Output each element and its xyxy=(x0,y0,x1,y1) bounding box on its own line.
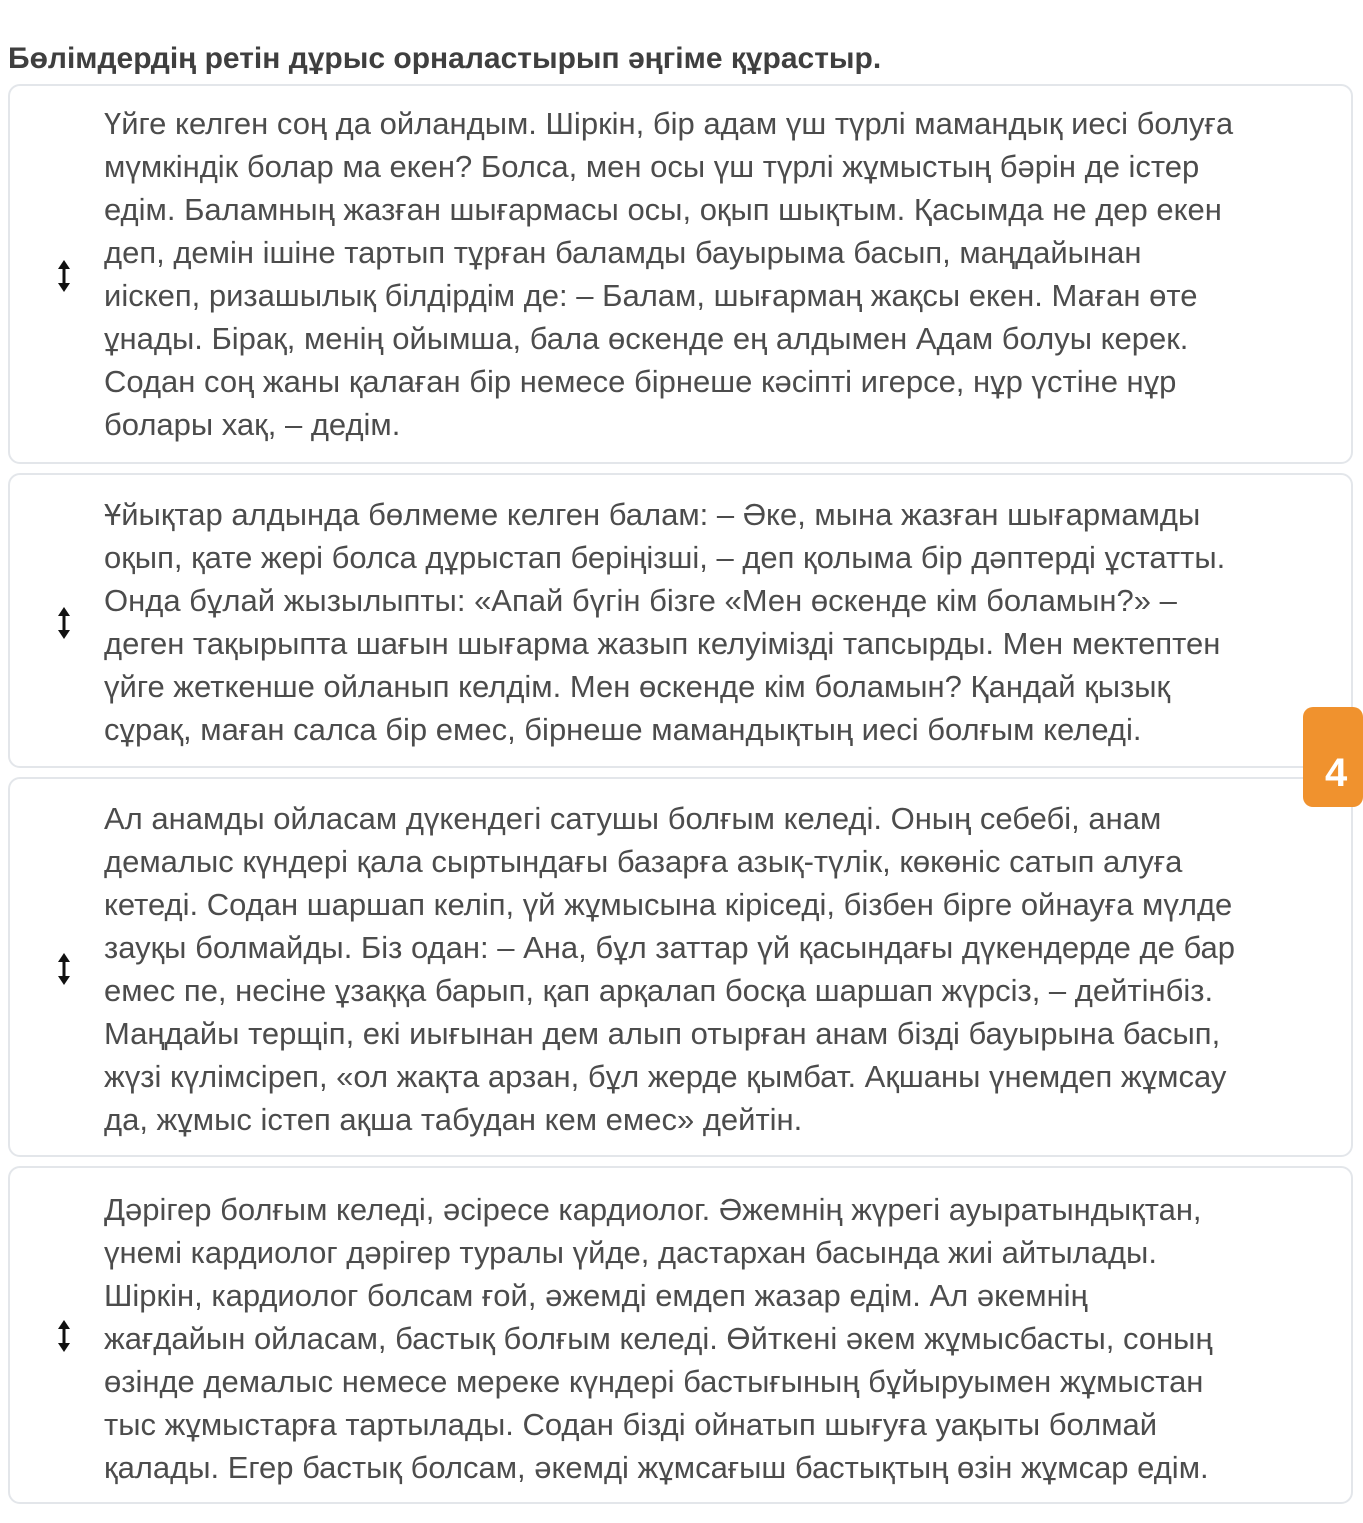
text-line: қалады. Егер бастық болсам, әкемді жұмсағыш бастықтың өзін жұмсар едім. xyxy=(104,1450,1209,1485)
sortable-item-text xyxy=(104,1188,1344,1489)
text-line: Маңдайы терщіп, екі иығынан дем алып отырған анам бізді бауырына басып, xyxy=(104,1016,1221,1051)
text-line: үйге жеткенше ойланып келдім. Мен өскенде кім боламын? Қандай қызық xyxy=(104,669,1171,704)
text-line: демалыс күндері қала сыртындағы базарға азық-түлік, көкөніс сатып алуға xyxy=(104,844,1183,879)
text-line: өзінде демалыс немесе мереке күндері бастығының бұйыруымен жұмыстан xyxy=(104,1364,1204,1399)
text-line: Шіркін, кардиолог болсам ғой, әжемді емдеп жазар едім. Ал әкемнің xyxy=(104,1278,1088,1313)
text-line: мүмкіндік болар ма екен? Болса, мен осы үш түрлі жұмыстың бәрін де істер xyxy=(104,149,1200,184)
sortable-item-text xyxy=(104,102,1344,446)
vertical-arrows-icon[interactable] xyxy=(54,949,74,989)
sortable-item-4[interactable] xyxy=(8,1166,1353,1504)
text-line: үнемі кардиолог дәрігер туралы үйде, дастархан басында жиі айтылады. xyxy=(104,1235,1157,1270)
text-line: кетеді. Содан шаршап келіп, үй жұмысына кіріседі, бізбен бірге ойнауға мүлде xyxy=(104,887,1233,922)
text-line: Ұйықтар алдында бөлмеме келген балам: – Әке, мына жазған шығармамды xyxy=(104,497,1201,532)
text-line: да, жұмыс істеп ақша табудан кем емес» дейтін. xyxy=(104,1102,803,1137)
text-line: Содан соң жаны қалаған бір немесе бірнеше кәсіпті игерсе, нұр үстіне нұр xyxy=(104,364,1177,399)
side-navigation-tab[interactable] xyxy=(1303,707,1363,807)
text-line: деген тақырыпта шағын шығарма жазып келуімізді тапсырды. Мен мектептен xyxy=(104,626,1221,661)
text-line: жүзі күлімсіреп, «ол жақта арзан, бұл жерде қымбат. Ақшаны үнемдеп жұмсау xyxy=(104,1059,1227,1094)
sortable-item-text xyxy=(104,493,1344,751)
text-line: сұрақ, маған салса бір емес, бірнеше мамандықтың иесі болғым келеді. xyxy=(104,712,1142,747)
text-line: деп, демін ішіне тартып тұрған баламды бауырыма басып, маңдайынан xyxy=(104,235,1142,270)
side-tab-label: 4 xyxy=(1325,751,1348,795)
vertical-arrows-icon[interactable] xyxy=(54,603,74,643)
question-title: Бөлімдердің ретін дұрыс орналастырып әңгіме құрастыр. xyxy=(8,42,882,75)
text-line: болары хақ, – дедім. xyxy=(104,407,401,442)
vertical-arrows-icon[interactable] xyxy=(54,256,74,296)
text-line: Онда бұлай жызылыпты: «Апай бүгін бізге «Мен өскенде кім боламын?» – xyxy=(104,583,1177,618)
text-line: оқып, қате жері болса дұрыстап беріңізші, – деп қолыма бір дәптерді ұстатты. xyxy=(104,540,1226,575)
sortable-item-2[interactable] xyxy=(8,473,1353,768)
text-line: Дәрігер болғым келеді, әсіресе кардиолог. Әжемнің жүрегі ауыратындықтан, xyxy=(104,1192,1202,1227)
text-line: Ал анамды ойласам дүкендегі сатушы болғым келеді. Оның себебі, анам xyxy=(104,801,1162,836)
sortable-item-3[interactable] xyxy=(8,777,1353,1157)
text-line: ұнады. Бірақ, менің ойымша, бала өскенде ең алдымен Адам болуы керек. xyxy=(104,321,1189,356)
sortable-item-1[interactable] xyxy=(8,84,1353,464)
text-line: зауқы болмайды. Біз одан: – Ана, бұл заттар үй қасындағы дүкендерде де бар xyxy=(104,930,1236,965)
text-line: емес пе, несіне ұзаққа барып, қап арқалап босқа шаршап жүрсіз, – дейтінбіз. xyxy=(104,973,1214,1008)
text-line: тыс жұмыстарға тартылады. Содан бізді ойнатып шығуға уақыты болмай xyxy=(104,1407,1158,1442)
text-line: жағдайын ойласам, бастық болғым келеді. Өйткені әкем жұмысбасты, соның xyxy=(104,1321,1213,1356)
text-line: иіскеп, ризашылық білдірдім де: – Балам, шығармаң жақсы екен. Маған өте xyxy=(104,278,1198,313)
vertical-arrows-icon[interactable] xyxy=(54,1316,74,1356)
text-line: едім. Баламның жазған шығармасы осы, оқып шықтым. Қасымда не дер екен xyxy=(104,192,1222,227)
text-line: Үйге келген соң да ойландым. Шіркін, бір адам үш түрлі мамандық иесі болуға xyxy=(104,106,1234,141)
sortable-item-text xyxy=(104,797,1344,1141)
